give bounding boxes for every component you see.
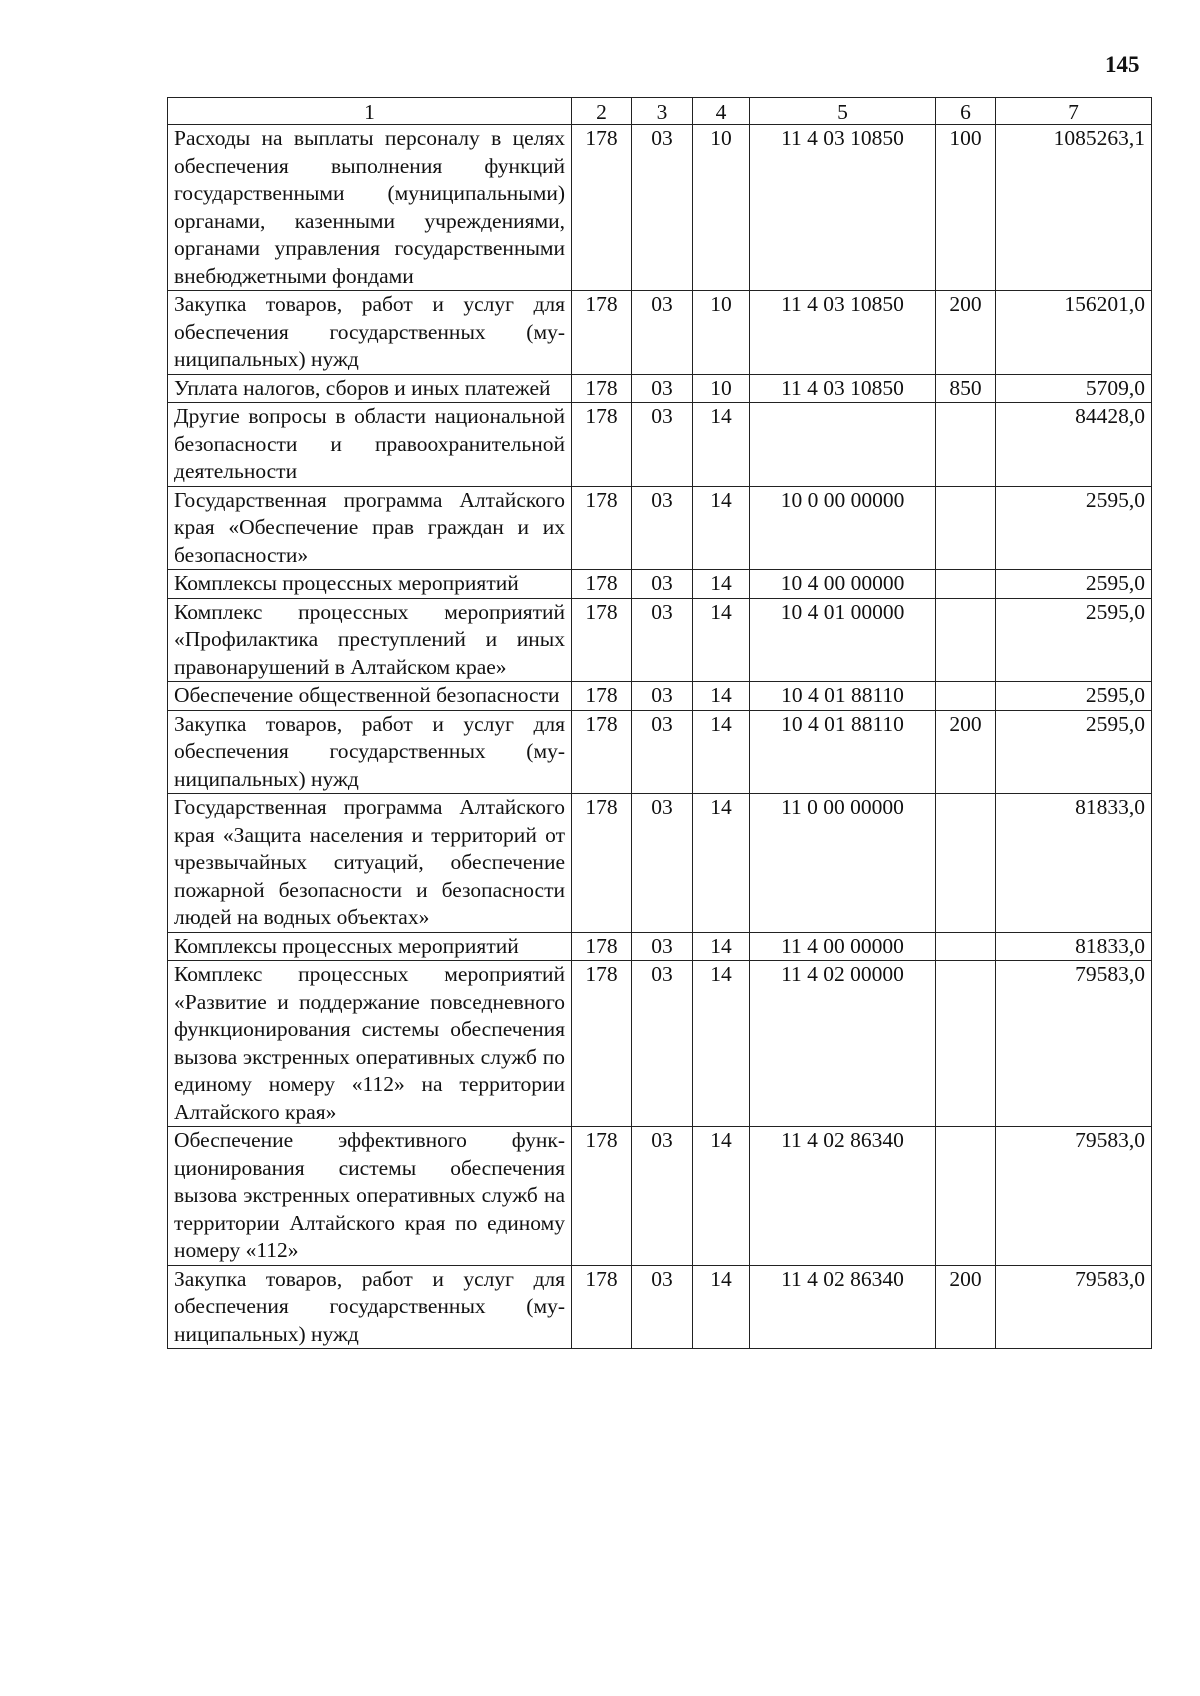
- table-row: [168, 486, 1152, 570]
- row-subsection: 14: [693, 570, 750, 599]
- row-expense-type: [936, 598, 996, 682]
- row-section: 03: [632, 710, 693, 794]
- row-subsection: 14: [693, 486, 750, 570]
- row-expense-type: [936, 932, 996, 961]
- row-section: 03: [632, 125, 693, 291]
- header-cell-2: 2: [572, 98, 632, 125]
- budget-table: [167, 97, 1152, 1349]
- row-target-article: 11 4 03 10850: [750, 374, 936, 403]
- row-target-article: 10 4 01 00000: [750, 598, 936, 682]
- row-subsection: 10: [693, 125, 750, 291]
- row-admin-code: 178: [572, 1127, 632, 1266]
- table-row: [168, 710, 1152, 794]
- row-name: Закупка товаров, работ и услуг для обеспечения государственных (муниципальных) нужд: [168, 1265, 572, 1349]
- row-subsection: 14: [693, 598, 750, 682]
- row-target-article: 11 4 02 86340: [750, 1127, 936, 1266]
- row-expense-type: 100: [936, 125, 996, 291]
- row-name: Закупка товаров, работ и услуг для обеспечения государственных (муниципальных) нужд: [168, 710, 572, 794]
- row-amount: 2595,0: [996, 598, 1152, 682]
- row-target-article: [750, 403, 936, 487]
- row-amount: 2595,0: [996, 486, 1152, 570]
- row-amount: 2595,0: [996, 710, 1152, 794]
- table-row: [168, 403, 1152, 487]
- row-admin-code: 178: [572, 710, 632, 794]
- table-row: [168, 570, 1152, 599]
- row-admin-code: 178: [572, 961, 632, 1127]
- row-name: Расходы на выплаты персоналу в целях обеспечения выполнения функций государственными (муниципальными) органами, казенными учреждениями, органами управления государственными внебюджетными фондами: [168, 125, 572, 291]
- row-subsection: 14: [693, 932, 750, 961]
- row-section: 03: [632, 598, 693, 682]
- row-expense-type: 850: [936, 374, 996, 403]
- row-subsection: 14: [693, 961, 750, 1127]
- row-admin-code: 178: [572, 682, 632, 711]
- row-section: 03: [632, 570, 693, 599]
- row-subsection: 14: [693, 1265, 750, 1349]
- row-expense-type: 200: [936, 291, 996, 375]
- row-target-article: 10 4 01 88110: [750, 682, 936, 711]
- row-expense-type: [936, 403, 996, 487]
- row-expense-type: [936, 794, 996, 933]
- row-expense-type: [936, 570, 996, 599]
- row-admin-code: 178: [572, 374, 632, 403]
- row-subsection: 10: [693, 291, 750, 375]
- row-name: Комплексы процессных мероприятий: [168, 932, 572, 961]
- row-amount: 81833,0: [996, 794, 1152, 933]
- row-expense-type: [936, 961, 996, 1127]
- row-target-article: 10 4 01 88110: [750, 710, 936, 794]
- header-cell-3: 3: [632, 98, 693, 125]
- header-cell-4: 4: [693, 98, 750, 125]
- header-cell-5: 5: [750, 98, 936, 125]
- row-admin-code: 178: [572, 1265, 632, 1349]
- header-cell-6: 6: [936, 98, 996, 125]
- row-admin-code: 178: [572, 486, 632, 570]
- row-name: Уплата налогов, сборов и иных платежей: [168, 374, 572, 403]
- row-section: 03: [632, 1265, 693, 1349]
- row-amount: 5709,0: [996, 374, 1152, 403]
- row-target-article: 11 4 02 86340: [750, 1265, 936, 1349]
- row-target-article: 10 4 00 00000: [750, 570, 936, 599]
- row-section: 03: [632, 486, 693, 570]
- row-expense-type: 200: [936, 1265, 996, 1349]
- row-name: Другие вопросы в области национальной безопасности и правоохранительной деятельности: [168, 403, 572, 487]
- row-amount: 79583,0: [996, 1127, 1152, 1266]
- row-name: Обеспечение эффективного функционирования системы обеспечения вызова экстренных оперативных служб на территории Алтайского края по единому номеру «112»: [168, 1127, 572, 1266]
- page-number: 145: [1105, 52, 1140, 77]
- row-amount: 156201,0: [996, 291, 1152, 375]
- table-row: [168, 932, 1152, 961]
- row-target-article: 11 0 00 00000: [750, 794, 936, 933]
- row-admin-code: 178: [572, 570, 632, 599]
- table-header: [168, 98, 1152, 125]
- header-row: [168, 98, 1152, 125]
- table-row: [168, 125, 1152, 291]
- row-name: Комплексы процессных мероприятий: [168, 570, 572, 599]
- row-section: 03: [632, 932, 693, 961]
- row-section: 03: [632, 403, 693, 487]
- row-target-article: 11 4 02 00000: [750, 961, 936, 1127]
- table-row: [168, 1265, 1152, 1349]
- table-row: [168, 374, 1152, 403]
- table-row: [168, 794, 1152, 933]
- row-section: 03: [632, 291, 693, 375]
- row-name: Обеспечение общественной безопасности: [168, 682, 572, 711]
- row-section: 03: [632, 1127, 693, 1266]
- row-expense-type: 200: [936, 710, 996, 794]
- row-subsection: 14: [693, 1127, 750, 1266]
- row-amount: 2595,0: [996, 570, 1152, 599]
- table-body: [168, 125, 1152, 1349]
- table-row: [168, 682, 1152, 711]
- row-subsection: 14: [693, 710, 750, 794]
- row-name: Государственная программа Алтайского края «Обеспечение прав граждан и их безопасности»: [168, 486, 572, 570]
- row-name: Закупка товаров, работ и услуг для обеспечения государственных (муниципальных) нужд: [168, 291, 572, 375]
- row-name: Государственная программа Алтайского края «Защита населения и территорий от чрезвычайных ситуаций, обеспечение пожарной безопасности и безопасности людей на водных объектах»: [168, 794, 572, 933]
- row-admin-code: 178: [572, 291, 632, 375]
- table-row: [168, 291, 1152, 375]
- table-row: [168, 1127, 1152, 1266]
- row-amount: 79583,0: [996, 961, 1152, 1127]
- row-admin-code: 178: [572, 932, 632, 961]
- table-row: [168, 598, 1152, 682]
- row-subsection: 14: [693, 403, 750, 487]
- row-admin-code: 178: [572, 125, 632, 291]
- row-admin-code: 178: [572, 598, 632, 682]
- row-amount: 1085263,1: [996, 125, 1152, 291]
- row-target-article: 11 4 03 10850: [750, 125, 936, 291]
- row-subsection: 14: [693, 794, 750, 933]
- row-amount: 79583,0: [996, 1265, 1152, 1349]
- row-name: Комплекс процессных мероприятий «Развитие и поддержание повседневного функционирования системы обеспечения вызова экстренных оперативных служб по единому номеру «112» на территории Алтайского края»: [168, 961, 572, 1127]
- header-cell-1: 1: [168, 98, 572, 125]
- header-cell-7: 7: [996, 98, 1152, 125]
- row-amount: 81833,0: [996, 932, 1152, 961]
- row-amount: 2595,0: [996, 682, 1152, 711]
- row-section: 03: [632, 374, 693, 403]
- row-expense-type: [936, 1127, 996, 1266]
- row-section: 03: [632, 682, 693, 711]
- row-section: 03: [632, 794, 693, 933]
- row-expense-type: [936, 486, 996, 570]
- row-amount: 84428,0: [996, 403, 1152, 487]
- row-subsection: 10: [693, 374, 750, 403]
- row-target-article: 10 0 00 00000: [750, 486, 936, 570]
- row-name: Комплекс процессных мероприятий «Профилактика преступлений и иных правонарушений в Алтайском крае»: [168, 598, 572, 682]
- row-admin-code: 178: [572, 794, 632, 933]
- table-row: [168, 961, 1152, 1127]
- row-section: 03: [632, 961, 693, 1127]
- row-subsection: 14: [693, 682, 750, 711]
- row-target-article: 11 4 00 00000: [750, 932, 936, 961]
- row-admin-code: 178: [572, 403, 632, 487]
- row-expense-type: [936, 682, 996, 711]
- row-target-article: 11 4 03 10850: [750, 291, 936, 375]
